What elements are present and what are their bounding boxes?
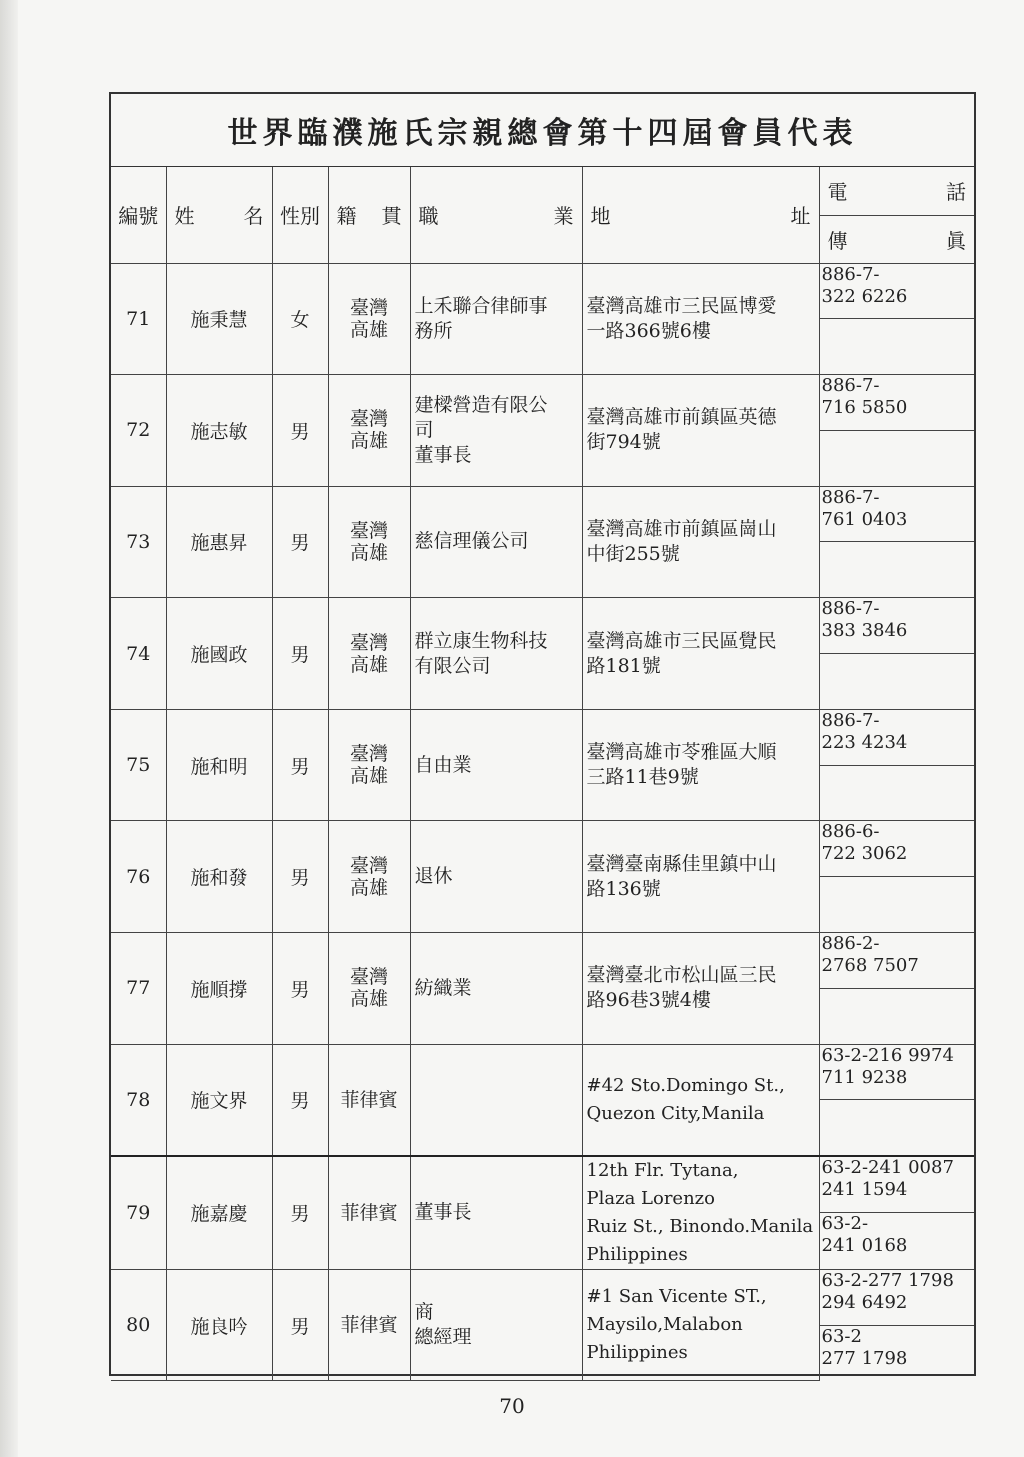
member-gender: 男 <box>272 486 328 598</box>
member-phone-line: 63-2-277 1798 <box>821 1269 954 1291</box>
member-address-line: #42 Sto.Domingo St., <box>586 1074 785 1096</box>
member-phone-line: 886-7- <box>821 709 880 731</box>
member-origin <box>328 263 410 375</box>
member-occupation <box>410 1269 582 1381</box>
table-row <box>111 598 974 654</box>
member-origin-line: 菲律賓 <box>340 1088 398 1111</box>
member-fax <box>819 765 974 821</box>
member-address-line: 一路366號6樓 <box>586 319 711 342</box>
member-fax <box>819 1213 974 1270</box>
member-origin-line: 臺灣 <box>349 854 388 877</box>
member-gender: 女 <box>272 263 328 375</box>
member-origin-line: 高雄 <box>349 653 388 676</box>
member-address-line: #1 San Vicente ST., <box>586 1286 767 1308</box>
member-phone <box>819 263 974 319</box>
member-origin <box>328 1156 410 1270</box>
member-occupation-line: 自由業 <box>414 753 472 776</box>
member-address-line: 臺灣高雄市三民區博愛 <box>586 294 777 317</box>
member-address-line: Ruiz St., Binondo.Manila <box>586 1215 814 1237</box>
member-phone <box>819 709 974 765</box>
member-phone-line: 886-7- <box>821 263 880 285</box>
member-no: 74 <box>111 598 166 710</box>
member-phone-line: 711 9238 <box>821 1066 908 1088</box>
member-gender: 男 <box>272 375 328 487</box>
member-phone-line: 886-2- <box>821 933 880 955</box>
member-fax-line: 277 1798 <box>821 1347 908 1369</box>
member-phone-line: 63-2-241 0087 <box>821 1156 954 1178</box>
member-origin-line: 高雄 <box>349 430 388 453</box>
member-gender: 男 <box>272 821 328 933</box>
member-phone <box>819 933 974 989</box>
member-occupation <box>410 1156 582 1270</box>
table-row <box>111 263 974 319</box>
member-fax <box>819 319 974 375</box>
member-phone-line: 886-7- <box>821 486 880 508</box>
member-occupation-line: 上禾聯合律師事 <box>414 294 548 317</box>
member-address-line: 三路11巷9號 <box>586 766 699 789</box>
member-origin-line: 高雄 <box>349 318 388 341</box>
member-phone-line: 322 6226 <box>821 285 908 307</box>
member-occupation-line: 董事長 <box>414 1201 472 1224</box>
member-address-line: 中街255號 <box>586 542 680 565</box>
member-phone-line: 241 1594 <box>821 1178 908 1200</box>
member-occupation-line: 司 <box>414 418 434 441</box>
member-origin <box>328 486 410 598</box>
member-origin-line: 臺灣 <box>349 296 388 319</box>
member-name: 施文界 <box>166 1044 272 1156</box>
member-address-line: 路136號 <box>586 877 661 900</box>
member-phone-line: 716 5850 <box>821 397 908 419</box>
member-occupation-line: 董事長 <box>414 443 472 466</box>
member-occupation <box>410 375 582 487</box>
header-address: 地 址 <box>582 167 819 263</box>
member-occupation-line: 慈信理儀公司 <box>414 530 529 553</box>
member-origin <box>328 1269 410 1381</box>
member-phone-line: 63-2-216 9974 <box>821 1044 954 1066</box>
member-no: 78 <box>111 1044 166 1156</box>
member-phone <box>819 821 974 877</box>
member-phone <box>819 1269 974 1325</box>
header-occupation: 職 業 <box>410 167 582 263</box>
member-origin-line: 臺灣 <box>349 408 388 431</box>
member-address-line: 臺灣高雄市前鎮區崗山 <box>586 517 777 540</box>
table-row <box>111 1044 974 1100</box>
member-origin-line: 臺灣 <box>349 631 388 654</box>
member-phone-line: 2768 7507 <box>821 955 919 977</box>
table-row <box>111 1156 974 1213</box>
member-address <box>582 821 819 933</box>
member-address <box>582 598 819 710</box>
member-occupation-line: 建樑營造有限公 <box>414 393 548 416</box>
member-phone-line: 761 0403 <box>821 508 908 530</box>
member-address <box>582 709 819 821</box>
members-table <box>111 167 974 1381</box>
member-occupation <box>410 821 582 933</box>
table-row <box>111 933 974 989</box>
member-name: 施志敏 <box>166 375 272 487</box>
member-no: 76 <box>111 821 166 933</box>
member-origin <box>328 709 410 821</box>
member-name: 施順撐 <box>166 933 272 1045</box>
member-occupation-line: 退休 <box>414 865 453 888</box>
member-address-line: 臺灣臺北市松山區三民 <box>586 964 777 987</box>
member-address-line: 路181號 <box>586 654 661 677</box>
member-origin-line: 高雄 <box>349 541 388 564</box>
member-fax <box>819 877 974 933</box>
member-occupation <box>410 263 582 375</box>
table-row <box>111 375 974 431</box>
header-phone: 電 話 <box>819 167 974 215</box>
member-origin-line: 高雄 <box>349 988 388 1011</box>
member-name: 施和明 <box>166 709 272 821</box>
member-phone <box>819 375 974 431</box>
member-fax <box>819 1100 974 1156</box>
member-address-line: Philippines <box>586 1243 688 1265</box>
member-address-line: Quezon City,Manila <box>586 1102 765 1124</box>
member-no: 75 <box>111 709 166 821</box>
member-fax-line: 63-2- <box>821 1213 869 1234</box>
member-name: 施國政 <box>166 598 272 710</box>
member-name: 施嘉慶 <box>166 1156 272 1270</box>
document-title: 世界臨濮施氏宗親總會第十四屆會員代表 <box>111 94 974 167</box>
member-occupation-line: 群立康生物科技 <box>414 629 548 652</box>
member-name: 施秉慧 <box>166 263 272 375</box>
table-row <box>111 709 974 765</box>
header-name: 姓 名 <box>166 167 272 263</box>
member-origin-line: 高雄 <box>349 765 388 788</box>
member-origin <box>328 1044 410 1156</box>
page-number: 70 <box>499 1394 525 1418</box>
member-no: 80 <box>111 1269 166 1381</box>
member-origin-line: 菲律賓 <box>340 1201 398 1224</box>
member-address-line: 12th Flr. Tytana, <box>586 1159 739 1181</box>
member-fax-line: 241 0168 <box>821 1235 908 1256</box>
member-no: 77 <box>111 933 166 1045</box>
member-address-line: 臺灣臺南縣佳里鎮中山 <box>586 852 777 875</box>
member-phone-line: 886-7- <box>821 598 880 620</box>
member-gender: 男 <box>272 1044 328 1156</box>
member-name: 施惠昇 <box>166 486 272 598</box>
member-phone-line: 294 6492 <box>821 1291 908 1313</box>
member-occupation <box>410 1044 582 1156</box>
header-fax: 傳 眞 <box>819 215 974 263</box>
header-no: 編號 <box>111 167 166 263</box>
member-origin <box>328 375 410 487</box>
member-address <box>582 1044 819 1156</box>
member-phone-line: 722 3062 <box>821 843 908 865</box>
header-origin: 籍 貫 <box>328 167 410 263</box>
member-occupation <box>410 933 582 1045</box>
member-address-line: 臺灣高雄市苓雅區大順 <box>586 741 777 764</box>
member-sheet <box>109 92 976 1376</box>
member-fax <box>819 542 974 598</box>
member-address <box>582 263 819 375</box>
member-occupation <box>410 486 582 598</box>
member-address <box>582 375 819 487</box>
member-occupation-line: 商 <box>414 1301 434 1324</box>
member-address-line: Philippines <box>586 1342 688 1364</box>
member-occupation <box>410 598 582 710</box>
member-occupation-line: 務所 <box>414 319 453 342</box>
member-gender: 男 <box>272 709 328 821</box>
member-fax <box>819 1325 974 1381</box>
member-origin <box>328 933 410 1045</box>
member-origin-line: 臺灣 <box>349 519 388 542</box>
header-gender: 性別 <box>272 167 328 263</box>
member-fax <box>819 654 974 710</box>
member-origin <box>328 598 410 710</box>
table-row <box>111 486 974 542</box>
member-address <box>582 933 819 1045</box>
member-address-line: Plaza Lorenzo <box>586 1187 715 1209</box>
member-gender: 男 <box>272 1269 328 1381</box>
member-origin-line: 高雄 <box>349 876 388 899</box>
member-origin-line: 菲律賓 <box>340 1314 398 1337</box>
member-no: 73 <box>111 486 166 598</box>
member-fax <box>819 988 974 1044</box>
member-occupation <box>410 709 582 821</box>
member-address-line: 街794號 <box>586 431 661 454</box>
member-gender: 男 <box>272 1156 328 1270</box>
member-origin <box>328 821 410 933</box>
member-fax-line: 63-2 <box>821 1325 862 1347</box>
member-address-line: 臺灣高雄市三民區覺民 <box>586 629 777 652</box>
member-fax <box>819 430 974 486</box>
member-phone <box>819 598 974 654</box>
member-phone <box>819 486 974 542</box>
member-address-line: 臺灣高雄市前鎮區英德 <box>586 406 777 429</box>
table-row <box>111 821 974 877</box>
member-gender: 男 <box>272 598 328 710</box>
member-phone-line: 886-6- <box>821 821 880 843</box>
member-address-line: 路96巷3號4樓 <box>586 989 711 1012</box>
member-origin-line: 臺灣 <box>349 966 388 989</box>
member-name: 施良吟 <box>166 1269 272 1381</box>
member-no: 71 <box>111 263 166 375</box>
member-no: 72 <box>111 375 166 487</box>
member-phone-line: 886-7- <box>821 375 880 397</box>
page-edge-shadow <box>0 0 18 1457</box>
member-phone-line: 383 3846 <box>821 620 908 642</box>
member-phone <box>819 1044 974 1100</box>
member-occupation-line: 總經理 <box>414 1326 472 1349</box>
member-phone <box>819 1156 974 1213</box>
member-no: 79 <box>111 1156 166 1270</box>
member-address <box>582 486 819 598</box>
member-phone-line: 223 4234 <box>821 731 908 753</box>
member-occupation-line: 有限公司 <box>414 654 491 677</box>
member-address <box>582 1269 819 1381</box>
member-gender: 男 <box>272 933 328 1045</box>
member-name: 施和發 <box>166 821 272 933</box>
member-address <box>582 1156 819 1270</box>
member-occupation-line: 紡織業 <box>414 976 472 999</box>
member-address-line: Maysilo,Malabon <box>586 1314 743 1336</box>
member-origin-line: 臺灣 <box>349 743 388 766</box>
table-row <box>111 1269 974 1325</box>
